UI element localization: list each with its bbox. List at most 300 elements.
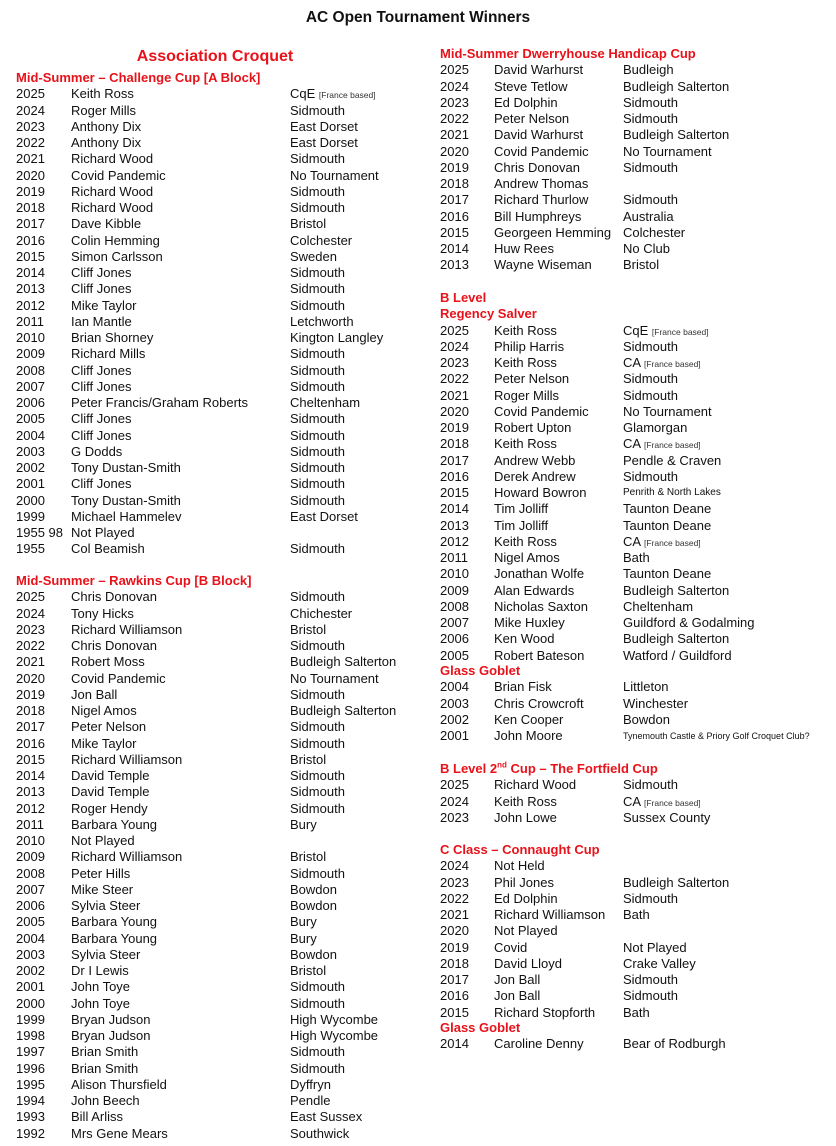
year: 2018 [16, 703, 45, 718]
winner-row [440, 176, 696, 192]
year: 2025 [16, 589, 45, 605]
year: 2024 [16, 102, 45, 118]
year: 2016 [440, 468, 469, 484]
club-name: CqE [290, 86, 316, 102]
winner-row [16, 297, 345, 314]
winner-row [16, 589, 345, 605]
winner-name: Cliff Jones [71, 411, 132, 427]
club-name: CqE [623, 322, 649, 338]
winner-row [440, 468, 678, 485]
winner-name: Covid Pandemic [494, 143, 589, 159]
year: 2001 [16, 979, 45, 995]
year: 2007 [440, 615, 469, 630]
winner-row [440, 728, 810, 744]
winner-row [16, 330, 384, 346]
club: Sidmouth [623, 777, 678, 793]
club: Sidmouth [623, 94, 678, 110]
year: 2001 [440, 728, 469, 743]
year: 2004 [16, 427, 45, 443]
year: 2012 [16, 800, 45, 816]
club: Sidmouth [290, 346, 345, 362]
club: Budleigh Salterton [623, 127, 730, 143]
winner-name: John Toye [71, 979, 131, 995]
winner-row [440, 615, 755, 631]
club: Sidmouth [290, 281, 345, 297]
winner-name: Chris Donovan [71, 589, 157, 605]
club: Penrith & North Lakes [623, 487, 721, 498]
heading-text: Mid-Summer Dwerryhouse Handicap Cup [440, 46, 696, 61]
club-note: [France based] [643, 359, 701, 369]
winner-row [440, 972, 678, 988]
club: Bath [623, 550, 650, 565]
winner-name: Peter Francis/Graham Roberts [71, 395, 249, 410]
year: 2009 [440, 582, 469, 598]
winner-row [16, 200, 345, 216]
winner-row [16, 703, 397, 719]
section-heading [440, 1020, 520, 1036]
winner-name: John Beech [71, 1093, 140, 1108]
heading-text: Glass Goblet [440, 663, 521, 678]
club: Letchworth [290, 313, 354, 329]
club: Bury [290, 930, 317, 946]
year: 2004 [16, 930, 45, 946]
winner-row [440, 858, 600, 874]
winner-name: Not Held [494, 858, 545, 874]
year: 2023 [16, 621, 45, 637]
club: Sidmouth [290, 638, 345, 653]
year: 2009 [16, 346, 45, 362]
year: 2020 [16, 167, 45, 183]
winner-name: David Temple [71, 784, 150, 800]
winner-row [440, 874, 730, 891]
club: Not Played [623, 939, 687, 955]
club: Sidmouth [290, 768, 345, 783]
winner-name: Tony Hicks [71, 605, 134, 621]
winner-row [16, 898, 337, 914]
club: Colchester [290, 232, 353, 248]
winner-row [16, 735, 345, 752]
winner-row [16, 1044, 345, 1060]
winner-row [16, 670, 379, 687]
winner-row [16, 525, 260, 541]
heading-text-rest: Cup – The Fortfield Cup [506, 761, 658, 776]
winner-row [16, 541, 345, 557]
winner-row [440, 793, 701, 810]
winner-row [16, 151, 345, 167]
winner-name: Mike Steer [71, 881, 134, 897]
winner-row [440, 711, 670, 728]
club [290, 86, 376, 103]
winner-name: Roger Mills [71, 102, 137, 118]
winner-name: Ian Mantle [71, 313, 132, 329]
winner-row [440, 127, 730, 143]
club [623, 794, 701, 811]
winner-row [440, 550, 650, 566]
winner-name: Dr I Lewis [71, 963, 129, 978]
year: 2019 [440, 420, 469, 435]
club: Pendle [290, 1093, 331, 1108]
year: 2006 [440, 631, 469, 647]
winner-name: Georgeen Hemming [494, 224, 612, 240]
winner-row [16, 411, 345, 427]
winner-row [16, 784, 345, 800]
year: 2011 [16, 816, 44, 832]
club: Sidmouth [290, 200, 345, 215]
year: 2025 [440, 62, 469, 78]
winner-name: Bryan Judson [71, 1011, 151, 1027]
winner-name: Howard Bowron [494, 485, 587, 500]
club: Colchester [623, 224, 686, 240]
club: Winchester [623, 695, 689, 711]
year: 2022 [440, 371, 469, 387]
winner-name: Bryan Judson [71, 1028, 151, 1043]
heading-text: C Class – Connaught Cup [440, 842, 600, 857]
club: Sidmouth [623, 972, 678, 987]
winner-row [16, 1093, 331, 1109]
club: No Tournament [623, 143, 712, 159]
winner-name: Richard Williamson [71, 849, 183, 865]
winner-name: Brian Smith [71, 1044, 139, 1060]
section-right-2 [440, 663, 810, 744]
year: 2005 [440, 647, 469, 663]
section-heading [440, 290, 537, 306]
year: 2015 [440, 485, 469, 500]
winner-row [16, 265, 345, 281]
club: Sweden [290, 248, 337, 264]
year: 2022 [16, 135, 45, 150]
year: 2022 [16, 638, 45, 653]
winner-row [440, 78, 730, 95]
year: 2012 [440, 533, 469, 549]
winner-row [16, 427, 345, 444]
winner-name: Wayne Wiseman [494, 257, 592, 273]
club: Budleigh Salterton [623, 874, 730, 890]
winner-row [440, 809, 711, 826]
winner-row [16, 719, 345, 735]
heading-superscript: nd [497, 760, 507, 770]
section-heading [440, 46, 696, 62]
winner-name: Cliff Jones [71, 281, 132, 297]
winner-row [16, 313, 354, 330]
club: Dyffryn [290, 1076, 331, 1092]
year: 2015 [440, 1004, 469, 1020]
section-right-0 [440, 46, 730, 274]
club: No Club [623, 241, 670, 256]
year: 2014 [440, 241, 469, 256]
winner-row [440, 387, 678, 404]
winner-name: Jon Ball [494, 972, 541, 987]
winner-name: Robert Bateson [494, 647, 585, 663]
year: 2022 [440, 890, 469, 906]
winner-name: Anthony Dix [71, 135, 142, 150]
winner-row [440, 192, 696, 208]
organisation-heading: Association Croquet [136, 48, 294, 65]
winner-name: Richard Wood [494, 777, 577, 793]
club: Sidmouth [623, 988, 678, 1004]
winner-name: Covid Pandemic [494, 403, 589, 419]
winner-name: G Dodds [71, 443, 123, 459]
winner-row [16, 508, 358, 525]
winner-name: Chris Donovan [71, 638, 157, 653]
winner-row [16, 135, 358, 151]
year: 2025 [16, 86, 45, 102]
club [623, 355, 701, 372]
year: 2015 [16, 248, 45, 264]
year: 2010 [16, 330, 45, 345]
winner-name: Richard Wood [71, 183, 154, 199]
winner-name: Sylvia Steer [71, 898, 141, 913]
club: Bear of Rodburgh [623, 1036, 726, 1052]
club: Bristol [290, 621, 327, 637]
winner-name: Simon Carlsson [71, 248, 163, 264]
winner-name: Chris Crowcroft [494, 695, 584, 711]
year: 2017 [16, 719, 45, 735]
club: Sidmouth [290, 476, 345, 492]
year: 2016 [16, 735, 45, 751]
winner-row [16, 605, 353, 622]
winner-name: Cliff Jones [71, 427, 132, 443]
winner-row [16, 768, 345, 784]
year: 2014 [440, 501, 469, 517]
winner-name: Jon Ball [71, 686, 118, 702]
year: 2001 [16, 476, 45, 492]
winner-row [440, 939, 687, 956]
winner-row [440, 890, 678, 907]
year: 2023 [440, 94, 469, 110]
winner-row [16, 946, 337, 963]
year: 1999 [16, 508, 45, 524]
club: Sidmouth [290, 686, 345, 702]
club: Budleigh Salterton [623, 78, 730, 94]
winner-row [440, 923, 600, 939]
winner-row [16, 849, 327, 865]
club: Sidmouth [290, 541, 345, 557]
winner-name: Tony Dustan-Smith [71, 460, 181, 475]
club: No Tournament [290, 167, 379, 183]
winner-row [440, 695, 689, 712]
year: 2013 [16, 784, 45, 800]
winner-row [16, 621, 327, 638]
club: Sidmouth [623, 371, 678, 387]
year: 1992 [16, 1125, 45, 1141]
winner-row [440, 355, 701, 371]
winner-name: Cliff Jones [71, 476, 132, 492]
winner-name: Derek Andrew [494, 468, 576, 484]
club: Sidmouth [290, 411, 345, 427]
winner-row [16, 1109, 363, 1125]
winner-row [16, 963, 327, 979]
winner-name: Andrew Thomas [494, 176, 589, 191]
club: East Sussex [290, 1109, 363, 1125]
winner-row [440, 679, 669, 695]
year: 2019 [440, 159, 469, 175]
winner-row [16, 216, 327, 232]
winner-name: Mike Huxley [494, 615, 565, 630]
winner-name: Sylvia Steer [71, 946, 141, 962]
year: 2018 [440, 436, 469, 452]
club: High Wycombe [290, 1028, 379, 1043]
winner-row [16, 865, 345, 882]
winner-name: Barbara Young [71, 914, 158, 930]
winner-row [16, 979, 345, 995]
winner-name: Ken Cooper [494, 711, 564, 727]
club: High Wycombe [290, 1011, 379, 1027]
club: Budleigh Salterton [290, 654, 397, 670]
winner-row [440, 485, 721, 501]
winner-name: Peter Nelson [494, 371, 570, 387]
year: 1955 98 [16, 525, 63, 540]
year: 2020 [16, 670, 45, 686]
club [623, 323, 709, 340]
club: Sidmouth [290, 589, 345, 605]
winner-name: Peter Nelson [71, 719, 147, 735]
winner-name: Richard Wood [71, 151, 154, 167]
club: East Dorset [290, 135, 358, 150]
year: 2006 [16, 898, 45, 913]
club: Chichester [290, 605, 353, 621]
winner-name: Ken Wood [494, 631, 555, 647]
winner-name: John Lowe [494, 809, 557, 825]
winner-row [16, 443, 345, 460]
winner-name: Robert Upton [494, 420, 572, 435]
winner-row [16, 395, 361, 411]
year: 1994 [16, 1093, 45, 1108]
year: 2021 [16, 151, 45, 167]
club: Taunton Deane [623, 517, 712, 533]
year: 2008 [440, 598, 469, 614]
winner-name: Col Beamish [71, 541, 145, 557]
year: 2018 [16, 200, 45, 215]
winner-row [16, 914, 317, 930]
year: 2002 [16, 963, 45, 978]
winner-row [16, 833, 251, 849]
winner-name: Cliff Jones [71, 362, 132, 378]
winner-name: Keith Ross [71, 86, 134, 102]
club: Sidmouth [623, 387, 678, 403]
year: 2019 [440, 939, 469, 955]
year: 2025 [440, 322, 469, 338]
winner-name: David Temple [71, 768, 150, 783]
club: Sidmouth [623, 192, 678, 208]
winner-name: John Toye [71, 995, 131, 1011]
club: Guildford & Godalming [623, 615, 755, 630]
year: 2002 [440, 711, 469, 727]
winner-row [440, 533, 701, 550]
year: 2004 [440, 679, 469, 695]
year: 2009 [16, 849, 45, 865]
winner-row [16, 930, 317, 947]
year: 2017 [16, 216, 45, 232]
winner-row [16, 1028, 379, 1044]
winner-row [16, 346, 345, 362]
club: Budleigh [623, 62, 674, 78]
winner-name: Caroline Denny [494, 1036, 584, 1052]
club: Budleigh Salterton [623, 631, 730, 647]
winner-row [16, 751, 327, 768]
winner-name: Brian Shorney [71, 330, 154, 345]
winner-name: Alison Thursfield [71, 1076, 167, 1092]
winner-row [16, 118, 358, 135]
year: 2015 [440, 224, 469, 240]
winner-row [440, 143, 712, 160]
club: Sidmouth [290, 1044, 345, 1060]
winner-row [440, 517, 712, 534]
winner-name: Cliff Jones [71, 378, 132, 394]
club: Sidmouth [623, 159, 678, 175]
club: Sidmouth [290, 265, 345, 280]
club: Pendle & Craven [623, 452, 722, 468]
section-heading [440, 842, 600, 858]
winner-row [16, 86, 376, 102]
winner-name: Anthony Dix [71, 118, 142, 134]
section-subheading: Regency Salver [440, 306, 537, 322]
winner-row [440, 647, 732, 664]
year: 2017 [440, 452, 469, 468]
winner-name: Nigel Amos [494, 550, 560, 565]
winner-row [440, 582, 730, 599]
winner-name: Colin Hemming [71, 232, 160, 248]
year: 2008 [16, 362, 45, 378]
winner-row [16, 995, 345, 1012]
winner-name: Mike Taylor [71, 297, 137, 313]
page-title: AC Open Tournament Winners [305, 9, 531, 26]
winner-row [440, 420, 688, 436]
winner-name: Ed Dolphin [494, 890, 558, 906]
club: Watford / Guildford [623, 647, 732, 663]
club: No Tournament [290, 670, 379, 686]
winner-name: Ed Dolphin [494, 94, 558, 110]
winner-name: Alan Edwards [494, 582, 575, 598]
year: 2019 [16, 183, 45, 199]
club: Cheltenham [623, 598, 694, 614]
club: Sidmouth [290, 979, 345, 995]
winner-name: Tim Jolliff [494, 517, 549, 533]
winner-row [440, 777, 678, 793]
winner-name: Richard Stopforth [494, 1004, 596, 1020]
year: 2021 [440, 907, 469, 922]
winner-row [440, 907, 650, 923]
winner-row [16, 102, 345, 119]
year: 2002 [16, 460, 45, 475]
year: 2007 [16, 881, 45, 897]
winner-name: Keith Ross [494, 793, 557, 809]
winner-row [16, 232, 353, 249]
winner-row [440, 95, 696, 111]
winner-row [440, 1036, 726, 1052]
winner-row [16, 476, 345, 492]
year: 2013 [16, 281, 45, 297]
section-heading [440, 761, 658, 777]
winner-row [16, 1076, 331, 1093]
year: 2023 [440, 809, 469, 825]
winner-row [440, 631, 730, 647]
winner-name: Barbara Young [71, 816, 158, 832]
winner-name: Robert Moss [71, 654, 145, 670]
year: 2014 [16, 768, 45, 783]
winner-row [440, 257, 696, 273]
year: 1955 [16, 541, 45, 557]
winner-row [440, 501, 712, 517]
winner-name: Andrew Webb [494, 452, 576, 468]
heading-text: B Level [440, 290, 487, 305]
winner-row [16, 1011, 379, 1028]
winner-row [440, 988, 678, 1004]
winner-row [440, 403, 712, 420]
club: Bath [623, 907, 650, 922]
year: 2024 [440, 858, 469, 874]
year: 2005 [16, 411, 45, 427]
year: 2008 [16, 865, 45, 881]
